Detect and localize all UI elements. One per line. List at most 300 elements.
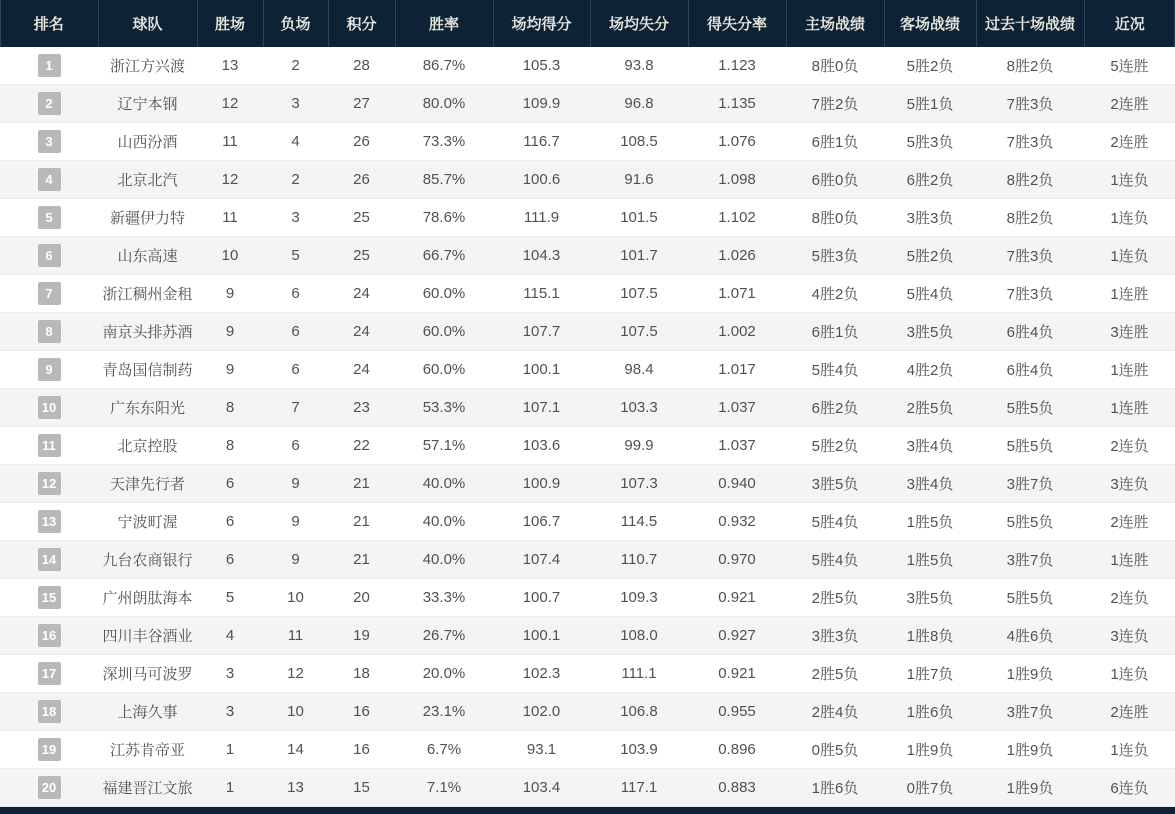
- cell-wins: 9: [225, 285, 235, 302]
- cell-point-ratio: 0.883: [718, 779, 756, 796]
- table-row: [0, 465, 1175, 503]
- cell-win-pct: 60.0%: [422, 361, 466, 378]
- cell-avg-points-against: 103.9: [620, 741, 658, 758]
- cell-home-record: 3胜3负: [811, 628, 859, 645]
- cell-points: 19: [353, 627, 370, 644]
- cell-point-ratio: 1.071: [718, 285, 756, 302]
- cell-last10-record: 6胜4负: [1006, 324, 1054, 341]
- cell-away-record: 3胜4负: [906, 438, 954, 455]
- cell-last10-record: 5胜5负: [1006, 400, 1054, 417]
- cell-point-ratio: 0.921: [718, 589, 756, 606]
- cell-avg-points-against: 114.5: [620, 513, 658, 530]
- cell-point-ratio: 1.135: [718, 95, 756, 112]
- cell-away-record: 5胜4负: [906, 286, 954, 303]
- cell-rank: [0, 769, 98, 807]
- cell-wins: 6: [225, 513, 235, 530]
- cell-losses: 14: [287, 741, 304, 758]
- cell-losses: 6: [291, 285, 300, 302]
- cell-wins: 8: [225, 437, 235, 454]
- cell-point-ratio: 1.076: [718, 133, 756, 150]
- column-header-points: 积分: [328, 0, 395, 47]
- cell-wins: 1: [225, 741, 235, 758]
- cell-win-pct: 40.0%: [422, 513, 466, 530]
- cell-point-ratio: 1.123: [718, 57, 756, 74]
- cell-away-record: 5胜1负: [906, 96, 954, 113]
- cell-avg-points-against: 99.9: [624, 437, 654, 454]
- column-header-streak: 近况: [1084, 0, 1175, 47]
- cell-away-record: 6胜2负: [906, 172, 954, 189]
- cell-home-record: 2胜4负: [811, 704, 859, 721]
- cell-last10-record: 7胜3负: [1006, 248, 1054, 265]
- cell-win-pct: 40.0%: [422, 475, 466, 492]
- cell-avg-points-for: 103.6: [522, 437, 561, 454]
- cell-rank: [0, 237, 98, 275]
- cell-point-ratio: 1.102: [718, 209, 756, 226]
- cell-avg-points-for: 115.1: [523, 285, 560, 302]
- cell-last10-record: 6胜4负: [1006, 362, 1054, 379]
- cell-avg-points-for: 107.7: [522, 323, 561, 340]
- cell-streak: 2连胜: [1110, 514, 1149, 531]
- cell-rank: [0, 655, 98, 693]
- cell-streak: 3连负: [1110, 628, 1149, 645]
- rank-badge: 18: [38, 700, 61, 723]
- cell-win-pct: 60.0%: [422, 323, 466, 340]
- cell-team[interactable]: 浙江稠州金租: [102, 286, 193, 303]
- cell-team[interactable]: 山东高速: [117, 248, 178, 265]
- cell-rank: [0, 389, 98, 427]
- cell-rank: [0, 85, 98, 123]
- column-header-win-pct: 胜率: [395, 0, 493, 47]
- table-row: [0, 427, 1175, 465]
- cell-losses: 9: [291, 551, 300, 568]
- cell-avg-points-against: 110.7: [620, 551, 658, 568]
- cell-points: 21: [353, 475, 370, 492]
- cell-win-pct: 23.1%: [422, 703, 466, 720]
- column-header-point-ratio: 得失分率: [688, 0, 786, 47]
- cell-streak: 1连胜: [1110, 362, 1149, 379]
- cell-team[interactable]: 山西汾酒: [117, 134, 178, 151]
- cell-avg-points-against: 91.6: [624, 171, 654, 188]
- cell-avg-points-against: 117.1: [620, 779, 658, 796]
- cell-points: 24: [353, 323, 370, 340]
- cell-avg-points-for: 100.1: [522, 627, 561, 644]
- cell-home-record: 5胜4负: [811, 362, 859, 379]
- cell-last10-record: 5胜5负: [1006, 590, 1054, 607]
- cell-team[interactable]: 南京头排苏酒: [102, 324, 193, 341]
- cell-points: 22: [353, 437, 370, 454]
- rank-badge: 7: [38, 282, 61, 305]
- rank-badge: 3: [38, 130, 61, 153]
- cell-avg-points-for: 100.7: [522, 589, 561, 606]
- cell-wins: 6: [225, 475, 235, 492]
- cell-win-pct: 78.6%: [422, 209, 466, 226]
- cell-losses: 3: [291, 209, 300, 226]
- rank-badge: 14: [38, 548, 61, 571]
- table-row: [0, 617, 1175, 655]
- cell-losses: 12: [287, 665, 304, 682]
- cell-home-record: 6胜1负: [811, 324, 859, 341]
- rank-badge: 2: [38, 92, 61, 115]
- cell-avg-points-against: 107.3: [620, 475, 658, 492]
- cell-point-ratio: 0.927: [718, 627, 756, 644]
- cell-team[interactable]: 浙江方兴渡: [109, 58, 185, 75]
- cell-wins: 6: [225, 551, 235, 568]
- rank-badge: 20: [38, 776, 61, 799]
- cell-team[interactable]: 广东东阳光: [109, 400, 185, 417]
- cell-home-record: 8胜0负: [811, 58, 859, 75]
- cell-last10-record: 5胜5负: [1006, 438, 1054, 455]
- cell-rank: [0, 123, 98, 161]
- cell-streak: 1连胜: [1110, 400, 1149, 417]
- cell-last10-record: 1胜9负: [1006, 666, 1054, 683]
- standings-body: [0, 47, 1175, 807]
- column-header-losses: 负场: [263, 0, 328, 47]
- cell-streak: 1连胜: [1110, 286, 1149, 303]
- cell-wins: 4: [225, 627, 235, 644]
- cell-away-record: 1胜5负: [906, 552, 954, 569]
- cell-wins: 3: [225, 665, 235, 682]
- cell-point-ratio: 0.970: [718, 551, 756, 568]
- rank-badge: 12: [38, 472, 61, 495]
- cell-points: 16: [353, 741, 370, 758]
- cell-losses: 2: [291, 171, 300, 188]
- cell-win-pct: 80.0%: [422, 95, 466, 112]
- cell-point-ratio: 1.037: [718, 437, 756, 454]
- cell-avg-points-for: 109.9: [522, 95, 561, 112]
- table-row: [0, 541, 1175, 579]
- table-row: [0, 275, 1175, 313]
- cell-away-record: 4胜2负: [906, 362, 954, 379]
- cell-point-ratio: 1.017: [718, 361, 756, 378]
- rank-badge: 6: [38, 244, 61, 267]
- table-row: [0, 655, 1175, 693]
- cell-home-record: 5胜4负: [811, 514, 859, 531]
- cell-losses: 13: [287, 779, 304, 796]
- cell-point-ratio: 1.002: [718, 323, 756, 340]
- cell-team[interactable]: 广州朗肽海本: [102, 590, 193, 607]
- cell-losses: 11: [287, 627, 304, 644]
- cell-last10-record: 1胜9负: [1006, 780, 1054, 797]
- cell-avg-points-against: 108.5: [620, 133, 658, 150]
- cell-home-record: 2胜5负: [811, 666, 859, 683]
- cell-avg-points-against: 109.3: [620, 589, 658, 606]
- cell-team[interactable]: 九台农商银行: [102, 552, 193, 569]
- cell-win-pct: 20.0%: [422, 665, 466, 682]
- cell-away-record: 3胜5负: [906, 590, 954, 607]
- rank-badge: 10: [38, 396, 61, 419]
- cell-wins: 1: [225, 779, 235, 796]
- cell-point-ratio: 0.921: [718, 665, 756, 682]
- cell-away-record: 1胜8负: [906, 628, 954, 645]
- cell-wins: 8: [225, 399, 235, 416]
- header-row: [0, 0, 1175, 47]
- cell-streak: 1连负: [1110, 666, 1149, 683]
- cell-points: 20: [353, 589, 370, 606]
- cell-win-pct: 40.0%: [422, 551, 466, 568]
- cell-home-record: 1胜6负: [811, 780, 859, 797]
- cell-avg-points-for: 105.3: [522, 57, 561, 74]
- cell-point-ratio: 1.098: [718, 171, 756, 188]
- column-header-away-record: 客场战绩: [884, 0, 976, 47]
- cell-streak: 2连胜: [1110, 704, 1149, 721]
- cell-avg-points-for: 116.7: [523, 133, 560, 150]
- cell-losses: 10: [287, 589, 304, 606]
- cell-away-record: 3胜4负: [906, 476, 954, 493]
- table-row: [0, 85, 1175, 123]
- cell-wins: 10: [221, 247, 239, 264]
- cell-rank: [0, 541, 98, 579]
- cell-rank: [0, 313, 98, 351]
- cell-team[interactable]: 宁波町渥: [117, 514, 178, 531]
- cell-avg-points-for: 100.9: [522, 475, 561, 492]
- cell-streak: 1连负: [1110, 210, 1149, 227]
- cell-wins: 11: [222, 133, 238, 150]
- cell-home-record: 5胜3负: [811, 248, 859, 265]
- cell-point-ratio: 0.955: [718, 703, 756, 720]
- table-row: [0, 579, 1175, 617]
- rank-badge: 5: [38, 206, 61, 229]
- cell-last10-record: 3胜7负: [1006, 552, 1054, 569]
- cell-last10-record: 7胜3负: [1006, 96, 1054, 113]
- cell-home-record: 6胜0负: [811, 172, 859, 189]
- cell-streak: 1连负: [1110, 172, 1149, 189]
- standings-header: [0, 0, 1175, 47]
- cell-last10-record: 3胜7负: [1006, 704, 1054, 721]
- cell-streak: 6连负: [1110, 780, 1149, 797]
- cell-team[interactable]: 江苏肯帝亚: [109, 742, 185, 759]
- cell-points: 21: [353, 513, 370, 530]
- cell-streak: 5连胜: [1110, 58, 1149, 75]
- cell-points: 18: [353, 665, 370, 682]
- cell-away-record: 1胜7负: [906, 666, 954, 683]
- cell-team[interactable]: 深圳马可波罗: [102, 666, 193, 683]
- cell-win-pct: 73.3%: [422, 133, 466, 150]
- rank-badge: 13: [38, 510, 61, 533]
- cell-away-record: 3胜5负: [906, 324, 954, 341]
- cell-streak: 2连胜: [1110, 96, 1149, 113]
- cell-wins: 13: [221, 57, 239, 74]
- cell-team[interactable]: 新疆伊力特: [109, 210, 185, 227]
- column-header-team: 球队: [98, 0, 197, 47]
- cell-points: 24: [353, 285, 370, 302]
- cell-avg-points-for: 103.4: [522, 779, 561, 796]
- cell-rank: [0, 579, 98, 617]
- table-row: [0, 351, 1175, 389]
- cell-point-ratio: 1.026: [718, 247, 756, 264]
- cell-home-record: 5胜2负: [811, 438, 859, 455]
- cell-wins: 12: [221, 171, 239, 188]
- table-row: [0, 693, 1175, 731]
- cell-rank: [0, 503, 98, 541]
- cell-losses: 6: [291, 323, 300, 340]
- cell-losses: 7: [291, 399, 300, 416]
- rank-badge: 8: [38, 320, 61, 343]
- cell-points: 28: [353, 57, 370, 74]
- cell-rank: [0, 693, 98, 731]
- cell-last10-record: 1胜9负: [1006, 742, 1054, 759]
- cell-away-record: 1胜9负: [906, 742, 954, 759]
- cell-avg-points-for: 93.1: [526, 741, 557, 758]
- table-row: [0, 769, 1175, 807]
- cell-win-pct: 53.3%: [422, 399, 466, 416]
- cell-avg-points-against: 108.0: [620, 627, 658, 644]
- cell-point-ratio: 0.932: [718, 513, 756, 530]
- cell-avg-points-for: 102.3: [522, 665, 561, 682]
- cell-streak: 1连负: [1110, 742, 1149, 759]
- cell-team[interactable]: 天津先行者: [109, 476, 185, 493]
- cell-last10-record: 5胜5负: [1006, 514, 1054, 531]
- cell-rank: [0, 617, 98, 655]
- table-row: [0, 731, 1175, 769]
- cell-wins: 5: [225, 589, 235, 606]
- cell-away-record: 3胜3负: [906, 210, 954, 227]
- cell-win-pct: 66.7%: [422, 247, 466, 264]
- cell-home-record: 8胜0负: [811, 210, 859, 227]
- cell-home-record: 5胜4负: [811, 552, 859, 569]
- cell-last10-record: 7胜3负: [1006, 286, 1054, 303]
- cell-point-ratio: 0.896: [718, 741, 756, 758]
- cell-avg-points-against: 98.4: [624, 361, 654, 378]
- cell-avg-points-against: 107.5: [620, 323, 658, 340]
- rank-badge: 16: [38, 624, 61, 647]
- cell-avg-points-for: 102.0: [522, 703, 561, 720]
- cell-last10-record: 8胜2负: [1006, 58, 1054, 75]
- table-row: [0, 389, 1175, 427]
- cell-losses: 3: [291, 95, 300, 112]
- cell-points: 26: [353, 171, 370, 188]
- table-row: [0, 123, 1175, 161]
- cell-streak: 1连负: [1110, 248, 1149, 265]
- cell-avg-points-for: 100.1: [522, 361, 561, 378]
- cell-home-record: 4胜2负: [811, 286, 859, 303]
- cell-team[interactable]: 青岛国信制药: [102, 362, 193, 379]
- cell-last10-record: 7胜3负: [1006, 134, 1054, 151]
- cell-win-pct: 33.3%: [422, 589, 466, 606]
- cell-team[interactable]: 辽宁本钢: [117, 96, 178, 113]
- rank-badge: 15: [38, 586, 61, 609]
- cell-avg-points-against: 107.5: [620, 285, 658, 302]
- cell-away-record: 2胜5负: [906, 400, 954, 417]
- cell-win-pct: 86.7%: [422, 57, 466, 74]
- cell-streak: 2连负: [1110, 590, 1149, 607]
- cell-team[interactable]: 福建晋江文旅: [102, 780, 193, 797]
- cell-away-record: 5胜3负: [906, 134, 954, 151]
- cell-home-record: 7胜2负: [811, 96, 859, 113]
- cell-win-pct: 60.0%: [422, 285, 466, 302]
- cell-rank: [0, 351, 98, 389]
- cell-last10-record: 8胜2负: [1006, 210, 1054, 227]
- cell-streak: 1连胜: [1110, 552, 1149, 569]
- cell-avg-points-for: 107.4: [522, 551, 561, 568]
- cell-wins: 9: [225, 323, 235, 340]
- cell-team[interactable]: 四川丰谷酒业: [102, 628, 193, 645]
- bottom-bar: [0, 807, 1175, 814]
- table-row: [0, 47, 1175, 85]
- cell-home-record: 0胜5负: [811, 742, 859, 759]
- table-row: [0, 313, 1175, 351]
- cell-away-record: 5胜2负: [906, 58, 954, 75]
- cell-last10-record: 4胜6负: [1006, 628, 1054, 645]
- column-header-home-record: 主场战绩: [786, 0, 884, 47]
- cell-points: 15: [353, 779, 370, 796]
- cell-losses: 9: [291, 475, 300, 492]
- cell-home-record: 6胜2负: [811, 400, 859, 417]
- cell-win-pct: 7.1%: [426, 779, 462, 796]
- cell-last10-record: 8胜2负: [1006, 172, 1054, 189]
- cell-last10-record: 3胜7负: [1006, 476, 1054, 493]
- cell-points: 25: [353, 209, 370, 226]
- cell-point-ratio: 1.037: [718, 399, 756, 416]
- table-row: [0, 503, 1175, 541]
- cell-home-record: 6胜1负: [811, 134, 859, 151]
- rank-badge: 9: [38, 358, 61, 381]
- cell-wins: 9: [225, 361, 235, 378]
- cell-win-pct: 6.7%: [426, 741, 462, 758]
- cell-rank: [0, 199, 98, 237]
- cell-losses: 5: [291, 247, 300, 264]
- cell-losses: 6: [291, 437, 300, 454]
- cell-rank: [0, 731, 98, 769]
- cell-away-record: 1胜6负: [906, 704, 954, 721]
- cell-avg-points-for: 111.9: [523, 209, 560, 226]
- cell-team[interactable]: 北京控股: [117, 438, 178, 455]
- cell-losses: 10: [287, 703, 304, 720]
- cell-avg-points-for: 100.6: [522, 171, 561, 188]
- cell-losses: 6: [291, 361, 300, 378]
- cell-team[interactable]: 上海久事: [117, 704, 178, 721]
- cell-away-record: 1胜5负: [906, 514, 954, 531]
- cell-home-record: 3胜5负: [811, 476, 859, 493]
- rank-badge: 17: [38, 662, 61, 685]
- column-header-avg-points-for: 场均得分: [493, 0, 590, 47]
- cell-win-pct: 57.1%: [422, 437, 466, 454]
- cell-avg-points-against: 111.1: [621, 665, 657, 682]
- cell-streak: 2连负: [1110, 438, 1149, 455]
- table-row: [0, 161, 1175, 199]
- rank-badge: 1: [38, 54, 61, 77]
- cell-win-pct: 85.7%: [422, 171, 466, 188]
- cell-avg-points-against: 101.5: [620, 209, 658, 226]
- cell-points: 25: [353, 247, 370, 264]
- cell-streak: 2连胜: [1110, 134, 1149, 151]
- cell-streak: 3连负: [1110, 476, 1149, 493]
- table-row: [0, 199, 1175, 237]
- rank-badge: 11: [38, 434, 61, 457]
- cell-away-record: 0胜7负: [906, 780, 954, 797]
- cell-points: 27: [353, 95, 370, 112]
- cell-away-record: 5胜2负: [906, 248, 954, 265]
- column-header-wins: 胜场: [197, 0, 263, 47]
- cell-points: 24: [353, 361, 370, 378]
- rank-badge: 19: [38, 738, 61, 761]
- cell-rank: [0, 427, 98, 465]
- rank-badge: 4: [38, 168, 61, 191]
- cell-avg-points-against: 103.3: [620, 399, 658, 416]
- cell-rank: [0, 275, 98, 313]
- cell-wins: 3: [225, 703, 235, 720]
- cell-losses: 2: [291, 57, 300, 74]
- cell-avg-points-against: 106.8: [620, 703, 658, 720]
- cell-win-pct: 26.7%: [422, 627, 466, 644]
- cell-avg-points-for: 104.3: [522, 247, 561, 264]
- cell-points: 26: [353, 133, 370, 150]
- cell-team[interactable]: 北京北汽: [117, 172, 178, 189]
- cell-rank: [0, 47, 98, 85]
- cell-rank: [0, 161, 98, 199]
- cell-point-ratio: 0.940: [718, 475, 756, 492]
- cell-losses: 9: [291, 513, 300, 530]
- cell-avg-points-for: 107.1: [522, 399, 561, 416]
